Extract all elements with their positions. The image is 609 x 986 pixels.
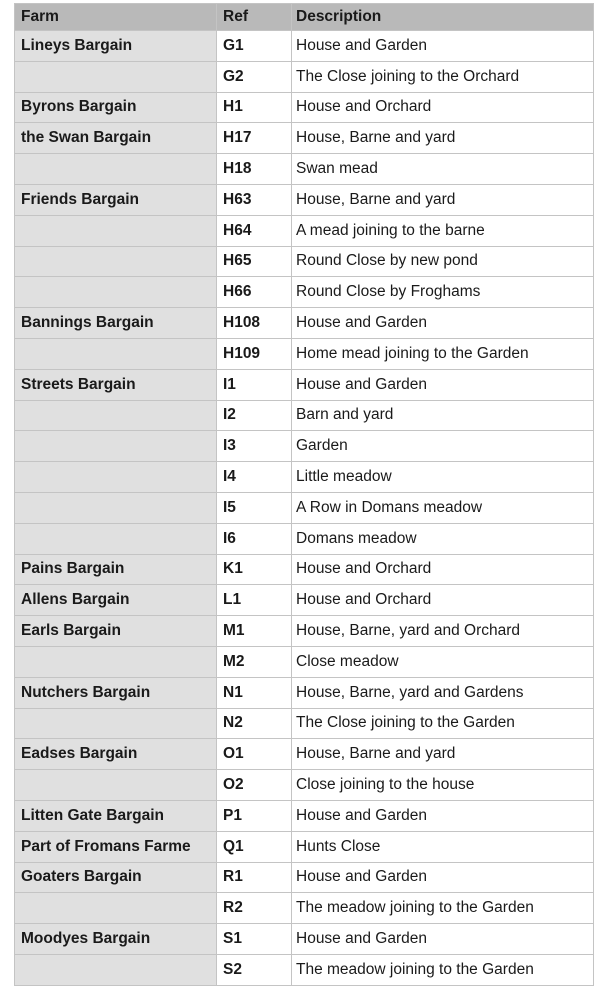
ref-cell: N1 — [217, 677, 292, 708]
description-cell: House and Garden — [292, 924, 594, 955]
ref-cell: L1 — [217, 585, 292, 616]
farm-cell — [15, 61, 217, 92]
farm-cell — [15, 492, 217, 523]
table-row — [15, 708, 594, 739]
description-cell: House, Barne and yard — [292, 739, 594, 770]
farm-table — [14, 3, 594, 986]
table-body — [15, 31, 594, 986]
ref-cell: H18 — [217, 154, 292, 185]
farm-cell — [15, 246, 217, 277]
ref-cell: H66 — [217, 277, 292, 308]
ref-cell: H65 — [217, 246, 292, 277]
ref-cell: S2 — [217, 954, 292, 985]
farm-cell: Eadses Bargain — [15, 739, 217, 770]
ref-cell: R2 — [217, 893, 292, 924]
farm-cell — [15, 338, 217, 369]
table-row — [15, 246, 594, 277]
ref-cell: O2 — [217, 770, 292, 801]
description-cell: Hunts Close — [292, 831, 594, 862]
table-row — [15, 492, 594, 523]
ref-cell: P1 — [217, 800, 292, 831]
farm-cell — [15, 154, 217, 185]
table-row — [15, 954, 594, 985]
ref-cell: I4 — [217, 462, 292, 493]
farm-cell — [15, 646, 217, 677]
table-row — [15, 92, 594, 123]
farm-cell — [15, 431, 217, 462]
farm-cell — [15, 893, 217, 924]
ref-cell: I2 — [217, 400, 292, 431]
column-header-description: Description — [292, 4, 594, 31]
description-cell: Barn and yard — [292, 400, 594, 431]
table-row — [15, 215, 594, 246]
ref-cell: H17 — [217, 123, 292, 154]
table-row — [15, 800, 594, 831]
farm-cell: Earls Bargain — [15, 616, 217, 647]
table-row — [15, 369, 594, 400]
table-row — [15, 338, 594, 369]
table-row — [15, 893, 594, 924]
farm-cell — [15, 708, 217, 739]
farm-cell: Pains Bargain — [15, 554, 217, 585]
farm-cell — [15, 277, 217, 308]
table-row — [15, 831, 594, 862]
table-row — [15, 400, 594, 431]
description-cell: Swan mead — [292, 154, 594, 185]
farm-cell: Moodyes Bargain — [15, 924, 217, 955]
farm-cell — [15, 215, 217, 246]
description-cell: Round Close by Froghams — [292, 277, 594, 308]
ref-cell: H1 — [217, 92, 292, 123]
table-row — [15, 462, 594, 493]
ref-cell: H109 — [217, 338, 292, 369]
description-cell: House and Garden — [292, 862, 594, 893]
description-cell: Close meadow — [292, 646, 594, 677]
description-cell: Close joining to the house — [292, 770, 594, 801]
ref-cell: Q1 — [217, 831, 292, 862]
table-row — [15, 554, 594, 585]
description-cell: House and Garden — [292, 308, 594, 339]
description-cell: House, Barne and yard — [292, 123, 594, 154]
description-cell: House and Garden — [292, 31, 594, 62]
description-cell: The meadow joining to the Garden — [292, 954, 594, 985]
description-cell: House, Barne, yard and Gardens — [292, 677, 594, 708]
description-cell: The Close joining to the Garden — [292, 708, 594, 739]
ref-cell: R1 — [217, 862, 292, 893]
ref-cell: I5 — [217, 492, 292, 523]
ref-cell: H108 — [217, 308, 292, 339]
description-cell: A Row in Domans meadow — [292, 492, 594, 523]
description-cell: House and Garden — [292, 369, 594, 400]
farm-cell: Litten Gate Bargain — [15, 800, 217, 831]
table-row — [15, 862, 594, 893]
description-cell: Little meadow — [292, 462, 594, 493]
farm-cell: Nutchers Bargain — [15, 677, 217, 708]
ref-cell: G1 — [217, 31, 292, 62]
description-cell: House and Orchard — [292, 92, 594, 123]
ref-cell: O1 — [217, 739, 292, 770]
table-row — [15, 61, 594, 92]
description-cell: House, Barne, yard and Orchard — [292, 616, 594, 647]
table-row — [15, 924, 594, 955]
description-cell: House and Garden — [292, 800, 594, 831]
farm-cell: Part of Fromans Farme — [15, 831, 217, 862]
ref-cell: G2 — [217, 61, 292, 92]
farm-cell — [15, 523, 217, 554]
ref-cell: N2 — [217, 708, 292, 739]
description-cell: House and Orchard — [292, 554, 594, 585]
table-row — [15, 677, 594, 708]
table-row — [15, 646, 594, 677]
description-cell: Domans meadow — [292, 523, 594, 554]
ref-cell: M1 — [217, 616, 292, 647]
ref-cell: K1 — [217, 554, 292, 585]
table-row — [15, 431, 594, 462]
table-row — [15, 31, 594, 62]
ref-cell: M2 — [217, 646, 292, 677]
column-header-ref: Ref — [217, 4, 292, 31]
header-row — [15, 4, 594, 31]
farm-cell — [15, 462, 217, 493]
description-cell: The meadow joining to the Garden — [292, 893, 594, 924]
description-cell: A mead joining to the barne — [292, 215, 594, 246]
table-row — [15, 308, 594, 339]
farm-cell — [15, 400, 217, 431]
table-row — [15, 523, 594, 554]
column-header-farm: Farm — [15, 4, 217, 31]
farm-cell — [15, 770, 217, 801]
table-row — [15, 277, 594, 308]
description-cell: Home mead joining to the Garden — [292, 338, 594, 369]
ref-cell: H63 — [217, 184, 292, 215]
ref-cell: H64 — [217, 215, 292, 246]
table-row — [15, 184, 594, 215]
ref-cell: I1 — [217, 369, 292, 400]
ref-cell: I3 — [217, 431, 292, 462]
farm-cell: Lineys Bargain — [15, 31, 217, 62]
table-row — [15, 123, 594, 154]
description-cell: The Close joining to the Orchard — [292, 61, 594, 92]
table-row — [15, 770, 594, 801]
description-cell: Garden — [292, 431, 594, 462]
farm-cell — [15, 954, 217, 985]
farm-cell: Bannings Bargain — [15, 308, 217, 339]
farm-cell: Allens Bargain — [15, 585, 217, 616]
table-row — [15, 154, 594, 185]
table-row — [15, 739, 594, 770]
farm-cell: Byrons Bargain — [15, 92, 217, 123]
table-row — [15, 616, 594, 647]
description-cell: House and Orchard — [292, 585, 594, 616]
description-cell: House, Barne and yard — [292, 184, 594, 215]
farm-cell: Friends Bargain — [15, 184, 217, 215]
farm-cell: the Swan Bargain — [15, 123, 217, 154]
farm-cell: Streets Bargain — [15, 369, 217, 400]
ref-cell: S1 — [217, 924, 292, 955]
farm-cell: Goaters Bargain — [15, 862, 217, 893]
description-cell: Round Close by new pond — [292, 246, 594, 277]
ref-cell: I6 — [217, 523, 292, 554]
table-row — [15, 585, 594, 616]
